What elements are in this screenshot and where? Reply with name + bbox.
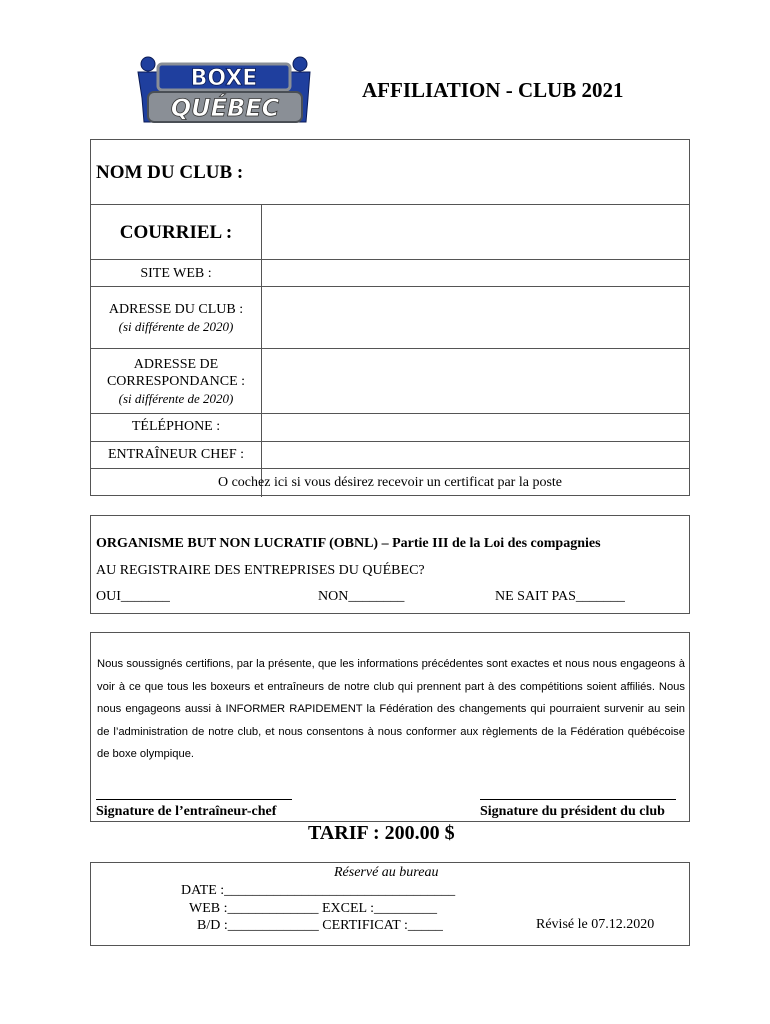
- column-divider: [261, 204, 262, 497]
- fee-amount: TARIF : 200.00 $: [308, 822, 455, 844]
- declaration-text: Nous soussignés certifions, par la présente, que les informations précédentes sont exactes et nous nous engageons à voir à ce que tous les boxeurs et entraîneurs de notre club qui prennent part à des compétitions soient affiliés. Nous nous engageons aussi à INFORMER RAPIDEMENT la Fédération des changements qui pourraient survenir au sein de l’administration de notre club, et nous consentons à nous conformer aux règlements de la Fédération québécoise de boxe olympique.: [97, 658, 685, 761]
- club-address-label: [91, 301, 261, 335]
- head-coach-label: ENTRAÎNEUR CHEF :: [107, 447, 245, 462]
- office-use-title: Réservé au bureau: [334, 865, 439, 880]
- revision-date: Révisé le 07.12.2020: [536, 917, 655, 932]
- row-divider: [91, 259, 689, 260]
- website-label: SITE WEB :: [140, 266, 212, 281]
- boxe-quebec-logo: [130, 52, 320, 128]
- obnl-section: [90, 515, 690, 614]
- svg-text:QUÉBEC: QUÉBEC: [170, 94, 280, 122]
- office-web-excel-field[interactable]: WEB :_____________ EXCEL :_________: [189, 901, 437, 916]
- svg-text:BOXE: BOXE: [190, 66, 258, 91]
- mail-address-label-line2: CORRESPONDANCE :: [106, 374, 246, 389]
- row-divider: [91, 204, 689, 205]
- club-address-label-text: ADRESSE DU CLUB :: [108, 302, 244, 317]
- phone-label: TÉLÉPHONE :: [131, 419, 221, 434]
- obnl-title: ORGANISME BUT NON LUCRATIF (OBNL) – Partie III de la Loi des compagnies: [96, 536, 601, 551]
- mail-address-label-line1: ADRESSE DE: [133, 357, 219, 372]
- mail-address-note: (si différente de 2020): [118, 391, 234, 406]
- declaration-section: [90, 632, 690, 822]
- office-bd-certificate-field[interactable]: B/D :_____________ CERTIFICAT :_____: [197, 918, 443, 933]
- obnl-option-no[interactable]: NON________: [318, 589, 405, 604]
- row-divider: [91, 468, 689, 469]
- obnl-option-unknown[interactable]: NE SAIT PAS_______: [495, 589, 625, 604]
- certificate-checkbox-note[interactable]: O cochez ici si vous désirez recevoir un certificat par la poste: [217, 475, 562, 490]
- row-divider: [91, 348, 689, 349]
- coach-signature-label: Signature de l’entraîneur-chef: [96, 804, 277, 819]
- row-divider: [91, 413, 689, 414]
- email-label: COURRIEL :: [119, 222, 233, 243]
- obnl-question: AU REGISTRAIRE DES ENTREPRISES DU QUÉBEC?: [96, 563, 425, 578]
- row-divider: [91, 441, 689, 442]
- office-date-field[interactable]: DATE :_________________________________: [181, 883, 456, 898]
- office-use-section: [90, 862, 690, 946]
- row-divider: [91, 286, 689, 287]
- president-signature-line[interactable]: [480, 799, 676, 800]
- club-name-label: NOM DU CLUB :: [96, 162, 244, 183]
- club-info-table: [90, 139, 690, 496]
- president-signature-label: Signature du président du club: [480, 804, 665, 819]
- page-title: AFFILIATION - CLUB 2021: [362, 78, 624, 102]
- obnl-option-yes[interactable]: OUI_______: [96, 589, 170, 604]
- club-address-note: (si différente de 2020): [118, 319, 234, 334]
- coach-signature-line[interactable]: [96, 799, 292, 800]
- mail-address-label: [91, 356, 261, 407]
